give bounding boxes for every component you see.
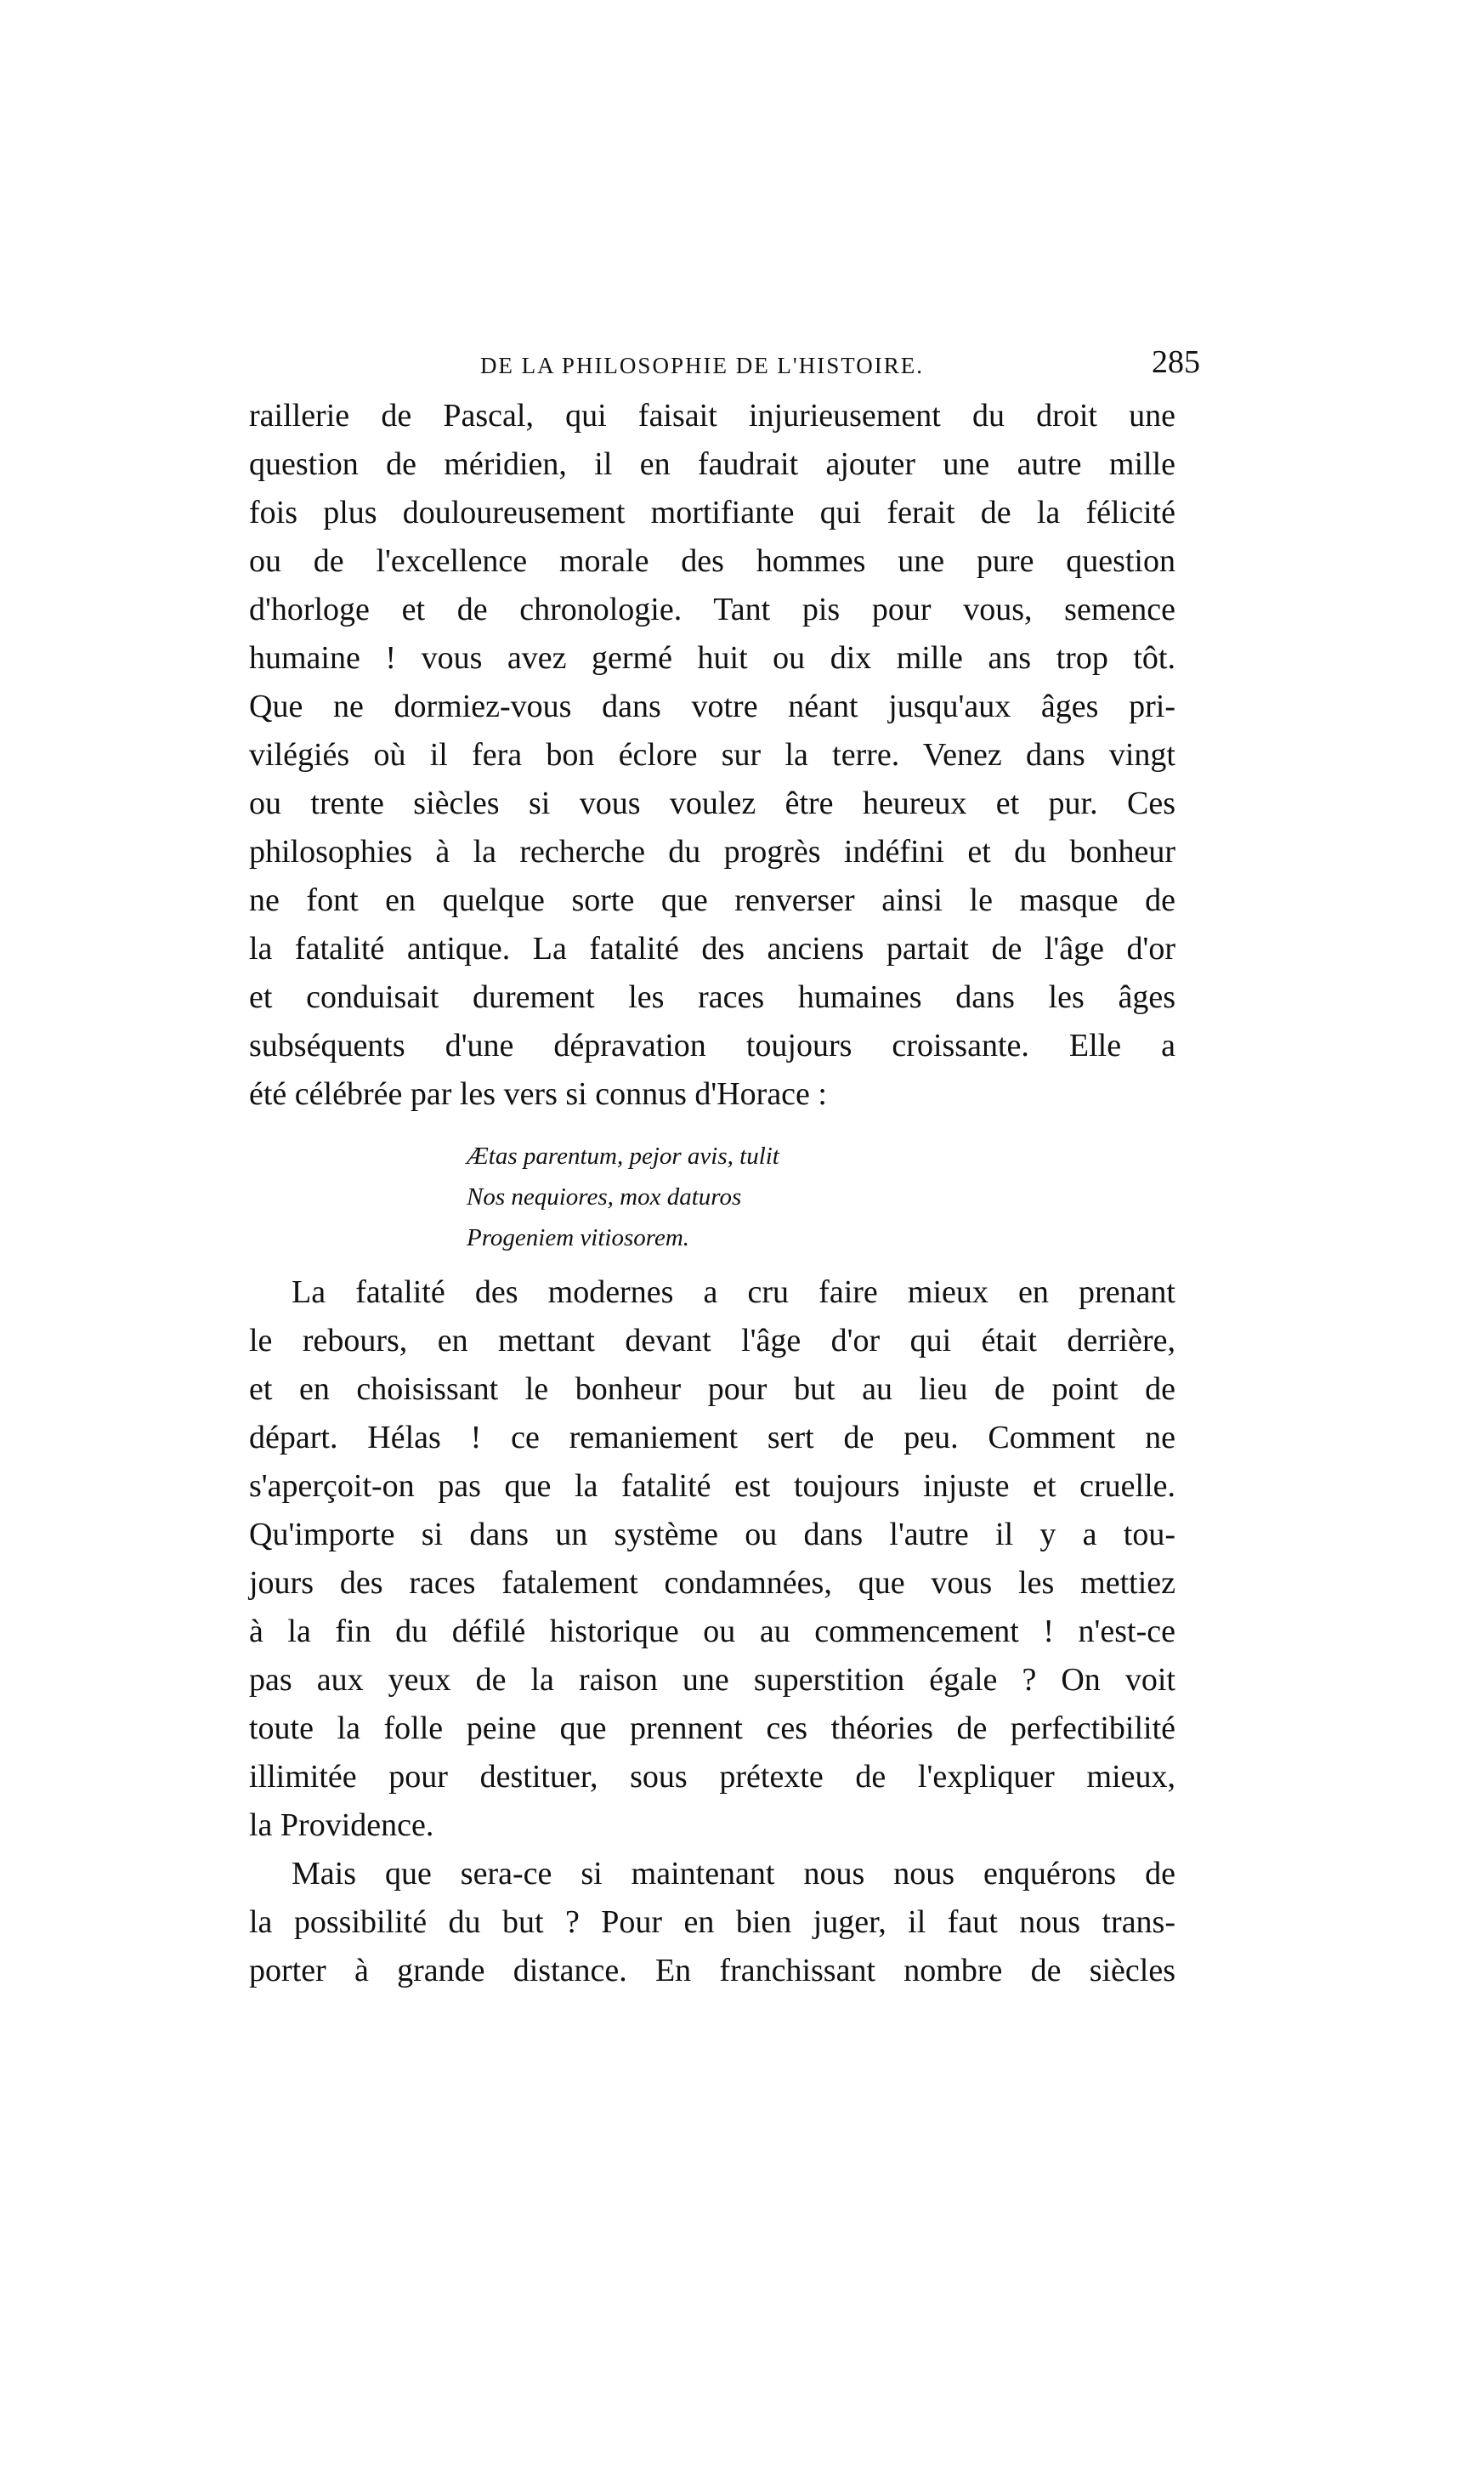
verse-line: Ætas parentum, pejor avis, tulit <box>467 1143 779 1170</box>
text-line: la fatalité antique. La fatalité des anciens partait de l'âge d'or <box>249 931 1175 967</box>
text-line: ou de l'excellence morale des hommes une pure question <box>249 543 1175 579</box>
paragraph-2 <box>249 1268 1175 1850</box>
text-line: et conduisait durement les races humaines dans les âges <box>249 979 1175 1015</box>
text-line: Qu'importe si dans un système ou dans l'autre il y a tou- <box>249 1517 1175 1552</box>
text-line: toute la folle peine que prennent ces théories de perfectibilité <box>249 1710 1175 1746</box>
text-line: la possibilité du but ? Pour en bien juger, il faut nous trans- <box>249 1904 1175 1940</box>
page-number: 285 <box>1152 344 1200 380</box>
text-line: illimitée pour destituer, sous prétexte de l'expliquer mieux, <box>249 1759 1175 1795</box>
text-line: pas aux yeux de la raison une superstition égale ? On voit <box>249 1662 1175 1698</box>
text-line: porter à grande distance. En franchissant nombre de siècles <box>249 1953 1175 1988</box>
text-line: Mais que sera-ce si maintenant nous nous enquérons de <box>292 1856 1175 1892</box>
text-line: subséquents d'une dépravation toujours croissante. Elle a <box>249 1028 1175 1064</box>
text-line: été célébrée par les vers si connus d'Horace : <box>249 1076 827 1112</box>
text-line: fois plus douloureusement mortifiante qui ferait de la félicité <box>249 495 1175 530</box>
text-line: La fatalité des modernes a cru faire mieux en prenant <box>292 1274 1175 1310</box>
text-line: jours des races fatalement condamnées, que vous les mettiez <box>249 1565 1175 1601</box>
page-body <box>249 392 1175 1995</box>
verse-quotation <box>467 1136 1175 1258</box>
text-line: le rebours, en mettant devant l'âge d'or qui était derrière, <box>249 1323 1175 1358</box>
text-line: s'aperçoit-on pas que la fatalité est toujours injuste et cruelle. <box>249 1468 1175 1504</box>
text-line: ne font en quelque sorte que renverser ainsi le masque de <box>249 882 1175 918</box>
paragraph-1 <box>249 392 1175 1119</box>
text-line: humaine ! vous avez germé huit ou dix mille ans trop tôt. <box>249 640 1175 676</box>
text-line: question de méridien, il en faudrait ajouter une autre mille <box>249 446 1175 482</box>
text-line: philosophies à la recherche du progrès indéfini et du bonheur <box>249 834 1175 870</box>
text-line: la Providence. <box>249 1807 434 1843</box>
text-line: et en choisissant le bonheur pour but au lieu de point de <box>249 1371 1175 1407</box>
running-head: DE LA PHILOSOPHIE DE L'HISTOIRE. <box>479 353 925 378</box>
text-line: vilégiés où il fera bon éclore sur la terre. Venez dans vingt <box>249 737 1175 773</box>
verse-line: Progeniem vitiosorem. <box>467 1224 690 1251</box>
text-line: ou trente siècles si vous voulez être heureux et pur. Ces <box>249 786 1175 821</box>
paragraph-3 <box>249 1850 1175 1995</box>
verse-line: Nos nequiores, mox daturos <box>467 1183 742 1211</box>
text-line: raillerie de Pascal, qui faisait injurieusement du droit une <box>249 398 1175 434</box>
text-line: départ. Hélas ! ce remaniement sert de peu. Comment ne <box>249 1420 1175 1455</box>
text-line: d'horloge et de chronologie. Tant pis pour vous, semence <box>249 592 1175 627</box>
text-line: Que ne dormiez-vous dans votre néant jusqu'aux âges pri- <box>249 689 1175 724</box>
text-line: à la fin du défilé historique ou au commencement ! n'est-ce <box>249 1614 1175 1649</box>
